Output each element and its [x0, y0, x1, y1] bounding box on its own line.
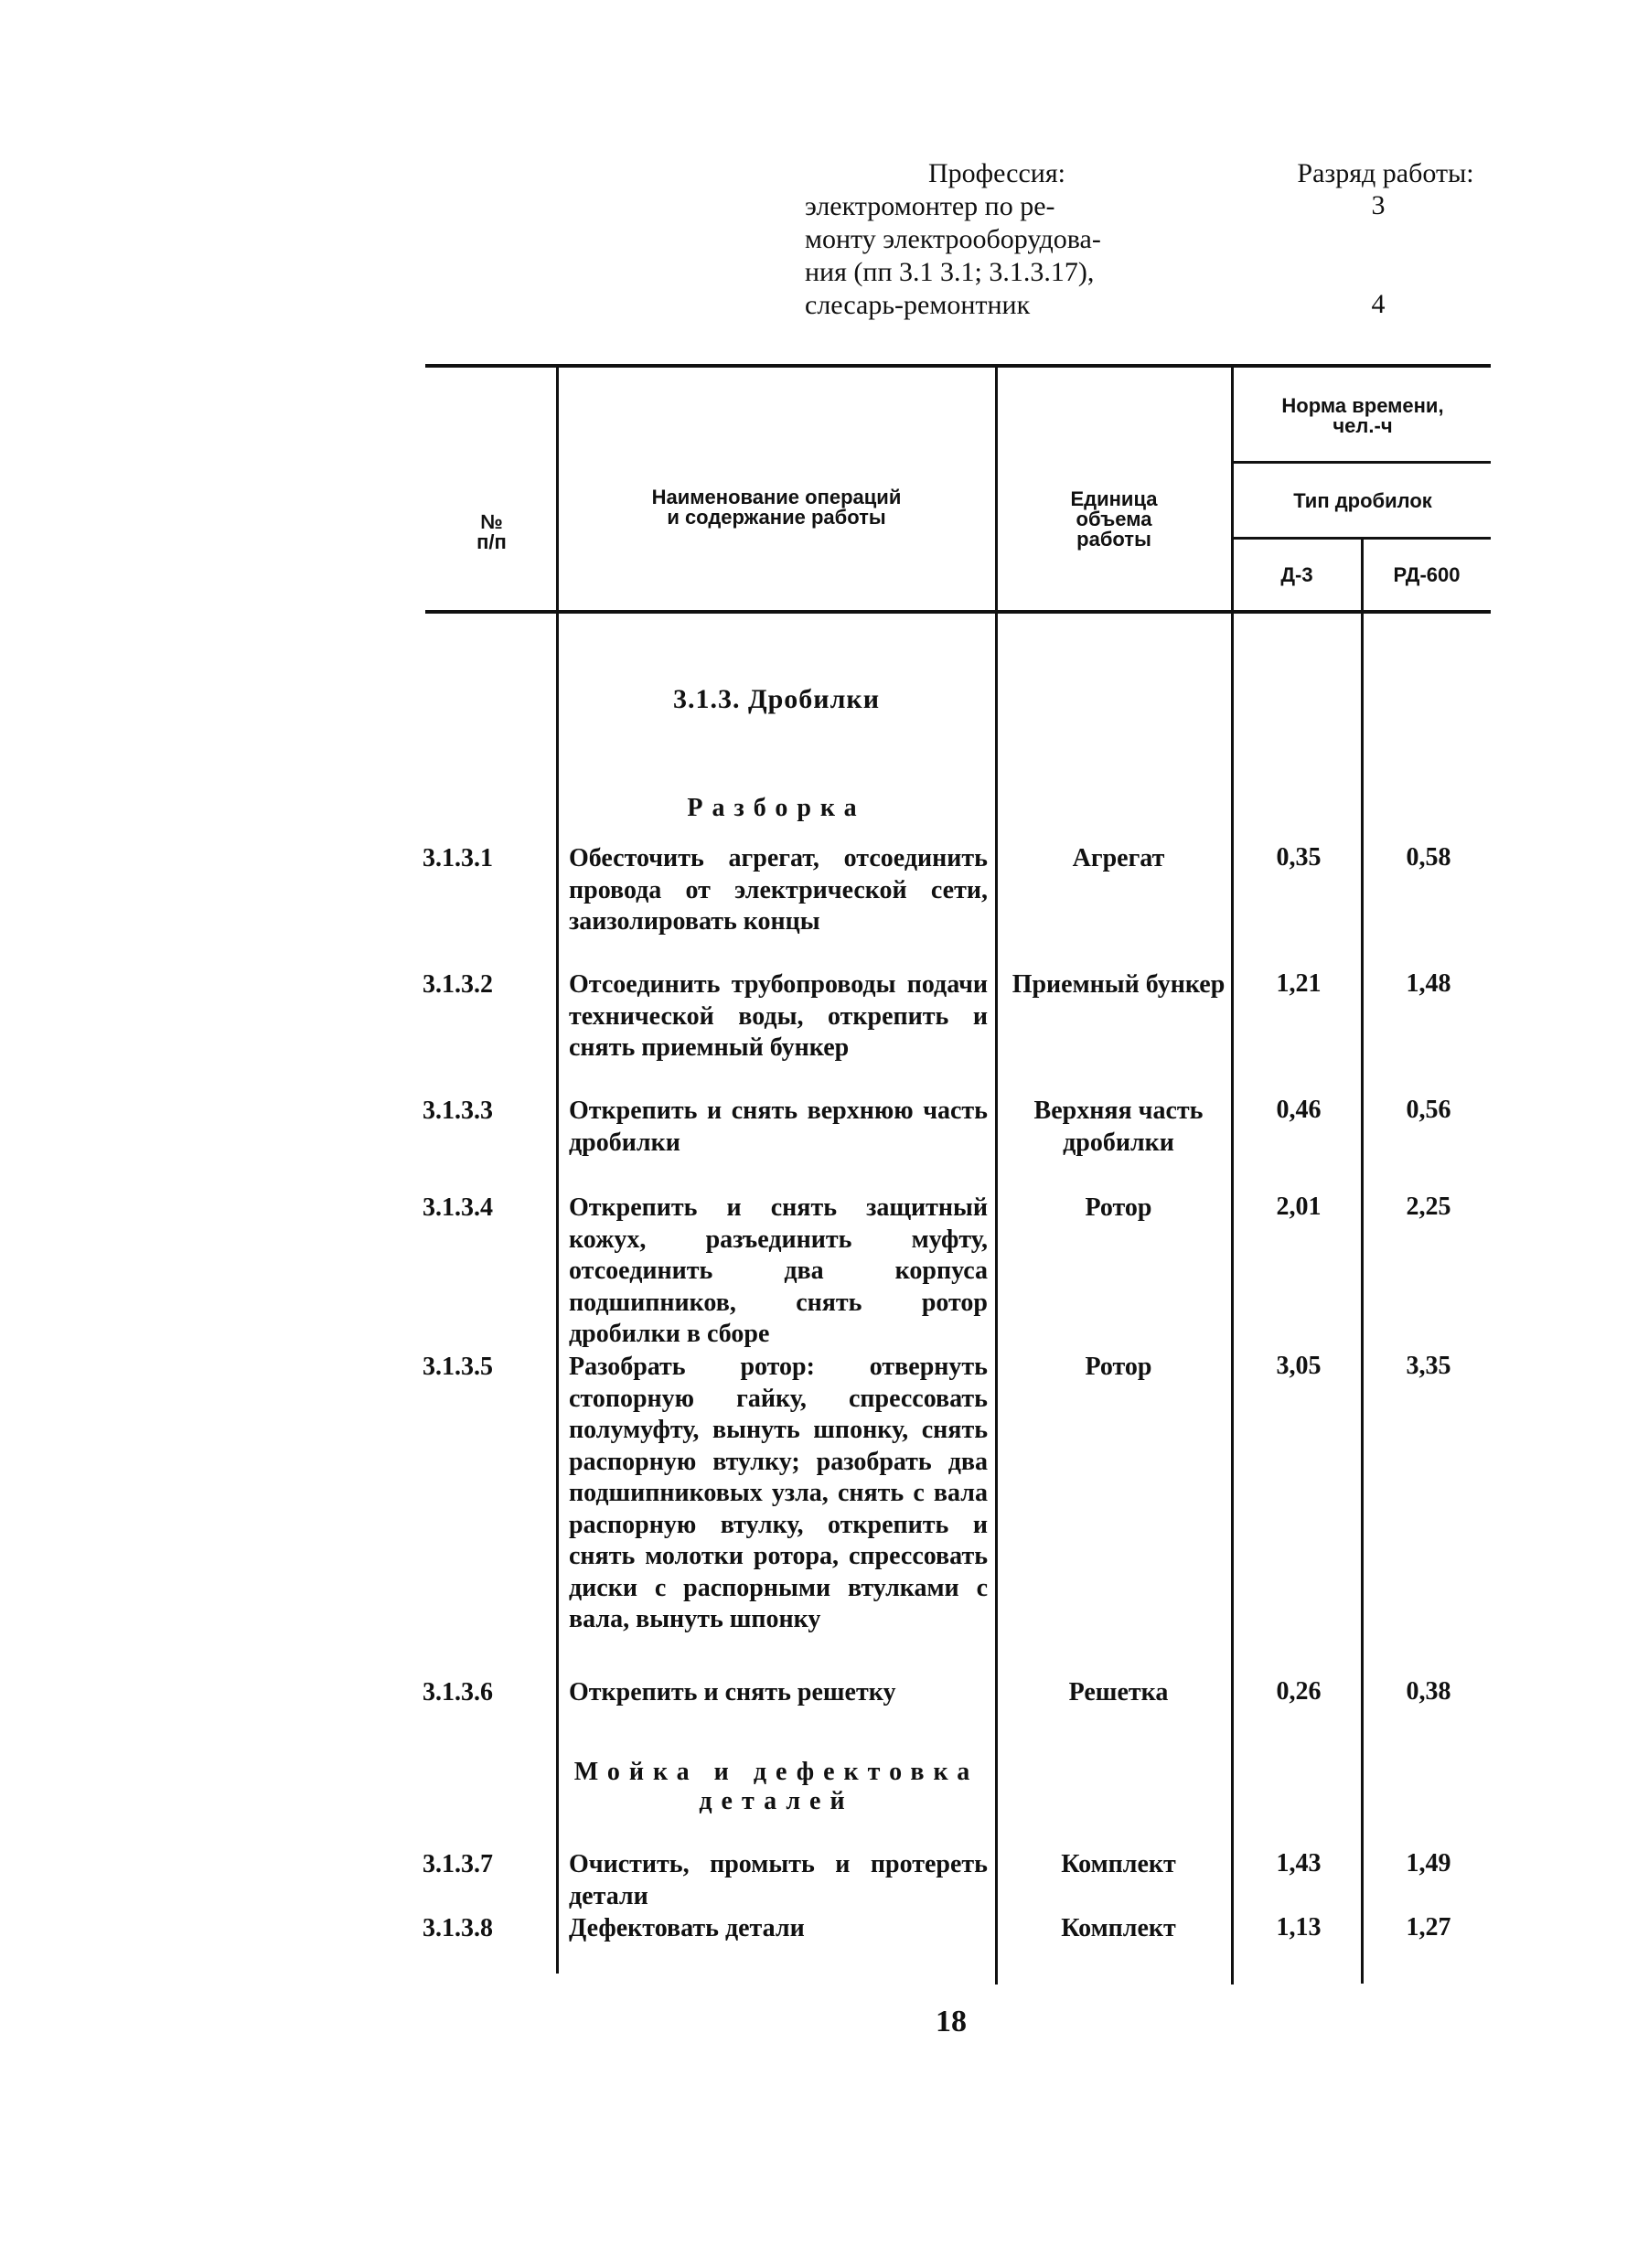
col-header-unit-line: работы: [1076, 528, 1151, 551]
row-operation: Открепить и снять верхнюю часть дробилки: [569, 1097, 988, 1157]
row-value-rd600: 0,56: [1406, 1096, 1451, 1124]
row-value-rd600: 0,38: [1406, 1677, 1451, 1706]
header-bottom-rule: [425, 610, 1491, 614]
row-value-rd600: 3,35: [1406, 1352, 1451, 1380]
grade-block: [1262, 157, 1509, 190]
row-number: 3.1.3.7: [423, 1850, 493, 1878]
row-value-d3: 0,46: [1276, 1096, 1322, 1124]
col-header-op: [560, 487, 993, 528]
profession-title: Профессия:: [928, 158, 1065, 188]
row-unit: Приемный бункер: [1012, 970, 1226, 999]
row-number: 3.1.3.5: [423, 1353, 493, 1381]
row-number: 3.1.3.6: [423, 1678, 493, 1706]
profession-line: монту электрооборудова-: [805, 224, 1101, 254]
subsection-title: [560, 1758, 993, 1816]
grade-title: Разряд работы:: [1297, 158, 1474, 188]
table-top-rule: [425, 364, 1491, 368]
row-value-d3: 2,01: [1276, 1193, 1322, 1221]
page-number: 18: [936, 2005, 967, 2038]
row-operation: Дефектовать детали: [569, 1914, 805, 1942]
row-number: 3.1.3.8: [423, 1914, 493, 1942]
row-unit: Верхняя часть дробилки: [1033, 1097, 1204, 1157]
row-unit: Агрегат: [1072, 844, 1165, 872]
row-unit: Ротор: [1085, 1353, 1152, 1381]
col-header-num: [430, 512, 553, 552]
column-divider: [556, 366, 559, 1974]
col-header-op-line: Наименование операций: [651, 486, 902, 508]
column-divider: [1361, 537, 1364, 1984]
grade-value: 3: [1371, 190, 1386, 220]
row-operation: Открепить и снять решетку: [569, 1678, 896, 1706]
col-header-unit-line: Единица: [1070, 487, 1158, 510]
col-header-d3: Д-3: [1280, 563, 1313, 586]
row-value-d3: 1,43: [1276, 1849, 1322, 1878]
row-number: 3.1.3.4: [423, 1193, 493, 1222]
col-header-norm: [1235, 396, 1491, 436]
row-value-rd600: 1,49: [1406, 1849, 1451, 1878]
col-header-type: Тип дробилок: [1293, 489, 1432, 512]
row-operation: Обесточить агрегат, отсоединить провода от электрической сети, заизолировать концы: [569, 844, 988, 936]
header-rule: [1231, 461, 1491, 464]
row-number: 3.1.3.3: [423, 1097, 493, 1125]
row-unit: Ротор: [1085, 1193, 1152, 1222]
subsection-title-line: деталей: [699, 1787, 854, 1815]
profession-line: ния (пп 3.1 3.1; 3.1.3.17),: [805, 257, 1095, 287]
row-operation: Очистить, промыть и протереть детали: [569, 1850, 988, 1910]
grade-value: 4: [1371, 289, 1386, 319]
column-divider: [995, 366, 998, 1984]
row-value-d3: 3,05: [1276, 1352, 1322, 1380]
row-number: 3.1.3.1: [423, 844, 493, 872]
col-header-num-line: п/п: [476, 530, 507, 553]
row-value-rd600: 0,58: [1406, 843, 1451, 872]
col-header-rd600: РД-600: [1393, 563, 1461, 586]
row-operation: Открепить и снять защитный кожух, разъединить муфту, отсоединить два корпуса подшипников, снять ротор дробилки в сборе: [569, 1193, 988, 1348]
profession-line: слесарь-ремонтник: [805, 290, 1031, 320]
col-header-unit-line: объема: [1076, 508, 1152, 530]
row-unit: Решетка: [1068, 1678, 1169, 1706]
row-value-d3: 1,13: [1276, 1913, 1322, 1942]
row-number: 3.1.3.2: [423, 970, 493, 999]
section-title: 3.1.3. Дробилки: [672, 684, 880, 714]
column-divider: [1231, 366, 1234, 1984]
row-value-rd600: 1,48: [1406, 969, 1451, 998]
row-operation: Отсоединить трубопроводы подачи технической воды, открепить и снять приемный бункер: [569, 970, 988, 1062]
row-value-rd600: 2,25: [1406, 1193, 1451, 1221]
profession-block: [805, 157, 1189, 322]
col-header-op-line: и содержание работы: [667, 506, 886, 529]
col-header-norm-line: чел.-ч: [1333, 414, 1393, 437]
row-value-rd600: 1,27: [1406, 1913, 1451, 1942]
row-unit: Комплект: [1061, 1850, 1176, 1878]
row-value-d3: 0,26: [1276, 1677, 1322, 1706]
row-value-d3: 0,35: [1276, 843, 1322, 872]
subsection-title-line: Мойка и дефектовка: [573, 1758, 979, 1786]
row-value-d3: 1,21: [1276, 969, 1322, 998]
profession-line: электромонтер по ре-: [805, 191, 1055, 221]
subsection-title: Разборка: [687, 794, 866, 822]
col-header-unit: [999, 489, 1229, 550]
row-operation: Разобрать ротор: отвернуть стопорную гайку, спрессовать полумуфту, вынуть шпонку, снять распорную втулку; разобрать два подшипниковых узла, снять с вала распорную втулку, открепить и снять молотки ротора, спрессовать диски с распорными втулками с вала, вынуть шпонку: [569, 1353, 988, 1633]
col-header-num-line: №: [480, 510, 503, 533]
col-header-norm-line: Норма времени,: [1281, 394, 1444, 417]
row-unit: Комплект: [1061, 1914, 1176, 1942]
